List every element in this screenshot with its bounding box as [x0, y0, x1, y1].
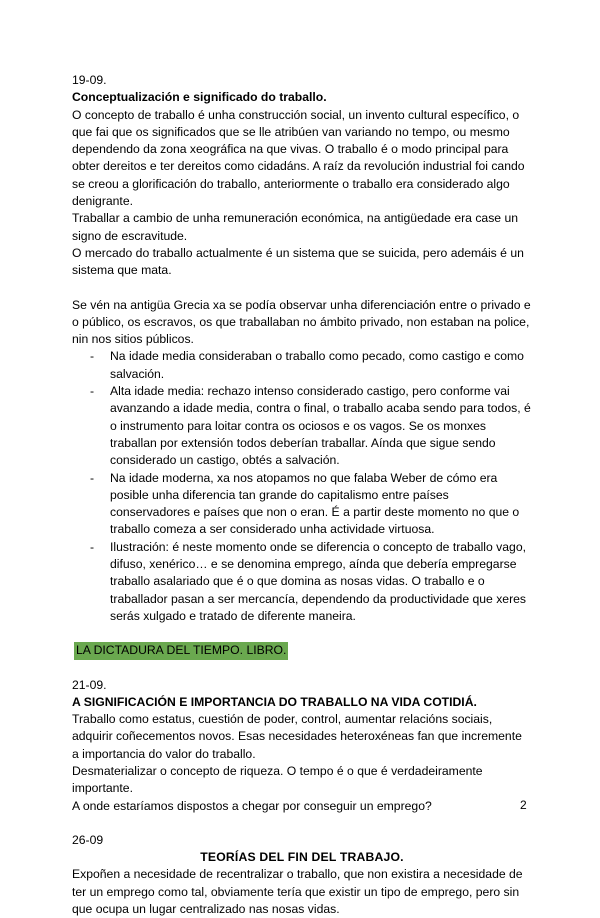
- list-item: [72, 383, 532, 469]
- date-heading: 26-09: [72, 832, 104, 847]
- dash-bullet-icon: -: [90, 539, 95, 554]
- list-item-text: Alta idade media: rechazo intenso considerado castigo, pero conforme vai avanzando a idade media, contra o final, o traballo acaba sendo para todos, é o instrumento para loitar contra os ociosos e os vagos. Se os monxes traballan por extensión todos deberían traballar. Aínda que sigue sendo considerado un castigo, obtés a salvación.: [110, 384, 531, 468]
- spacer: [72, 815, 532, 832]
- paragraph: O concepto de traballo é unha construcción social, un invento cultural específico, o que fai que os significados que se lle atribúen van variando no tempo, ou mesmo dependendo da zona xeográfica na que vivas. O traballo é o modo principal para obter dereitos e ter dereitos como cidadáns. A raíz da revolución industrial foi cando se creou a glorificación do traballo, anteriormente o traballo era considerado algo denigrante.: [72, 107, 525, 209]
- paragraph: A onde estaríamos dispostos a chegar por conseguir un emprego?: [72, 798, 432, 813]
- paragraph: Traballo como estatus, cuestión de poder, control, aumentar relacións sociais, adquirir coñecementos novos. Esas necesidades heteroxéneas fan que incremente a importancia do valor do traballo.: [72, 712, 522, 761]
- list-item-text: Na idade media consideraban o traballo como pecado, como castigo e como salvación.: [110, 349, 524, 381]
- section-title: A SIGNIFICACIÓN E IMPORTANCIA DO TRABALLO NA VIDA COTIDIÁ.: [72, 694, 477, 709]
- page-number: 2: [520, 798, 527, 812]
- paragraph: O mercado do traballo actualmente é un sistema que se suicida, pero ademáis é un sistema que mata.: [72, 245, 524, 278]
- list-item: [72, 470, 532, 539]
- spacer: [72, 660, 532, 677]
- list-item: [72, 348, 532, 383]
- bullet-list: [72, 348, 532, 625]
- spacer: [72, 625, 532, 642]
- dash-bullet-icon: -: [90, 349, 95, 364]
- dash-bullet-icon: -: [90, 470, 95, 485]
- paragraph: Traballar a cambio de unha remuneración económica, na antigüedade era case un signo de escravitude.: [72, 211, 519, 243]
- list-item: [72, 539, 532, 625]
- date-heading: 21-09.: [72, 677, 107, 692]
- list-item-text: Ilustración: é neste momento onde se diferencia o concepto de traballo vago, difuso, xenérico… e se denomina emprego, aínda que debería empregarse traballo asalariado que é o que domina as nosas vidas. O traballo e o traballador pasan a ser mercancía, dependendo da productividade que xeres serás xulgado e tratado de diferente maneira.: [110, 539, 527, 623]
- section-title: Conceptualización e significado do traballo.: [72, 90, 327, 105]
- paragraph: Se vén na antigüa Grecia xa se podía observar unha diferenciación entre o privado e o público, os escravos, os que traballaban no ámbito privado, non estaban na police, nin nos sitios públicos.: [72, 297, 531, 347]
- list-item-text: Na idade moderna, xa nos atopamos no que falaba Weber de cómo era posible unha diferencia tan grande do capitalismo entre países conservadores e países que non o eran. É a partir deste momento no que o traballo comeza a ser considerado unha actividade virtuosa.: [110, 470, 520, 537]
- dash-bullet-icon: -: [90, 384, 95, 399]
- date-heading: 19-09.: [72, 73, 107, 87]
- highlighted-text: LA DICTADURA DEL TIEMPO. LIBRO.: [74, 642, 288, 659]
- spacer: [72, 280, 532, 297]
- section-title: TEORÍAS DEL FIN DEL TRABAJO.: [200, 850, 404, 865]
- paragraph: Desmaterializar o concepto de riqueza. O tempo é o que é verdadeiramente importante.: [72, 763, 483, 796]
- paragraph: Expoñen a necesidade de recentralizar o traballo, que non existira a necesidade de ter un emprego como tal, obviamente tería que existir un tipo de emprego, pero sin que ocupa un lugar centralizado nas nosas vidas.: [72, 867, 523, 917]
- highlight-line: [72, 642, 532, 659]
- document-page: [72, 72, 532, 918]
